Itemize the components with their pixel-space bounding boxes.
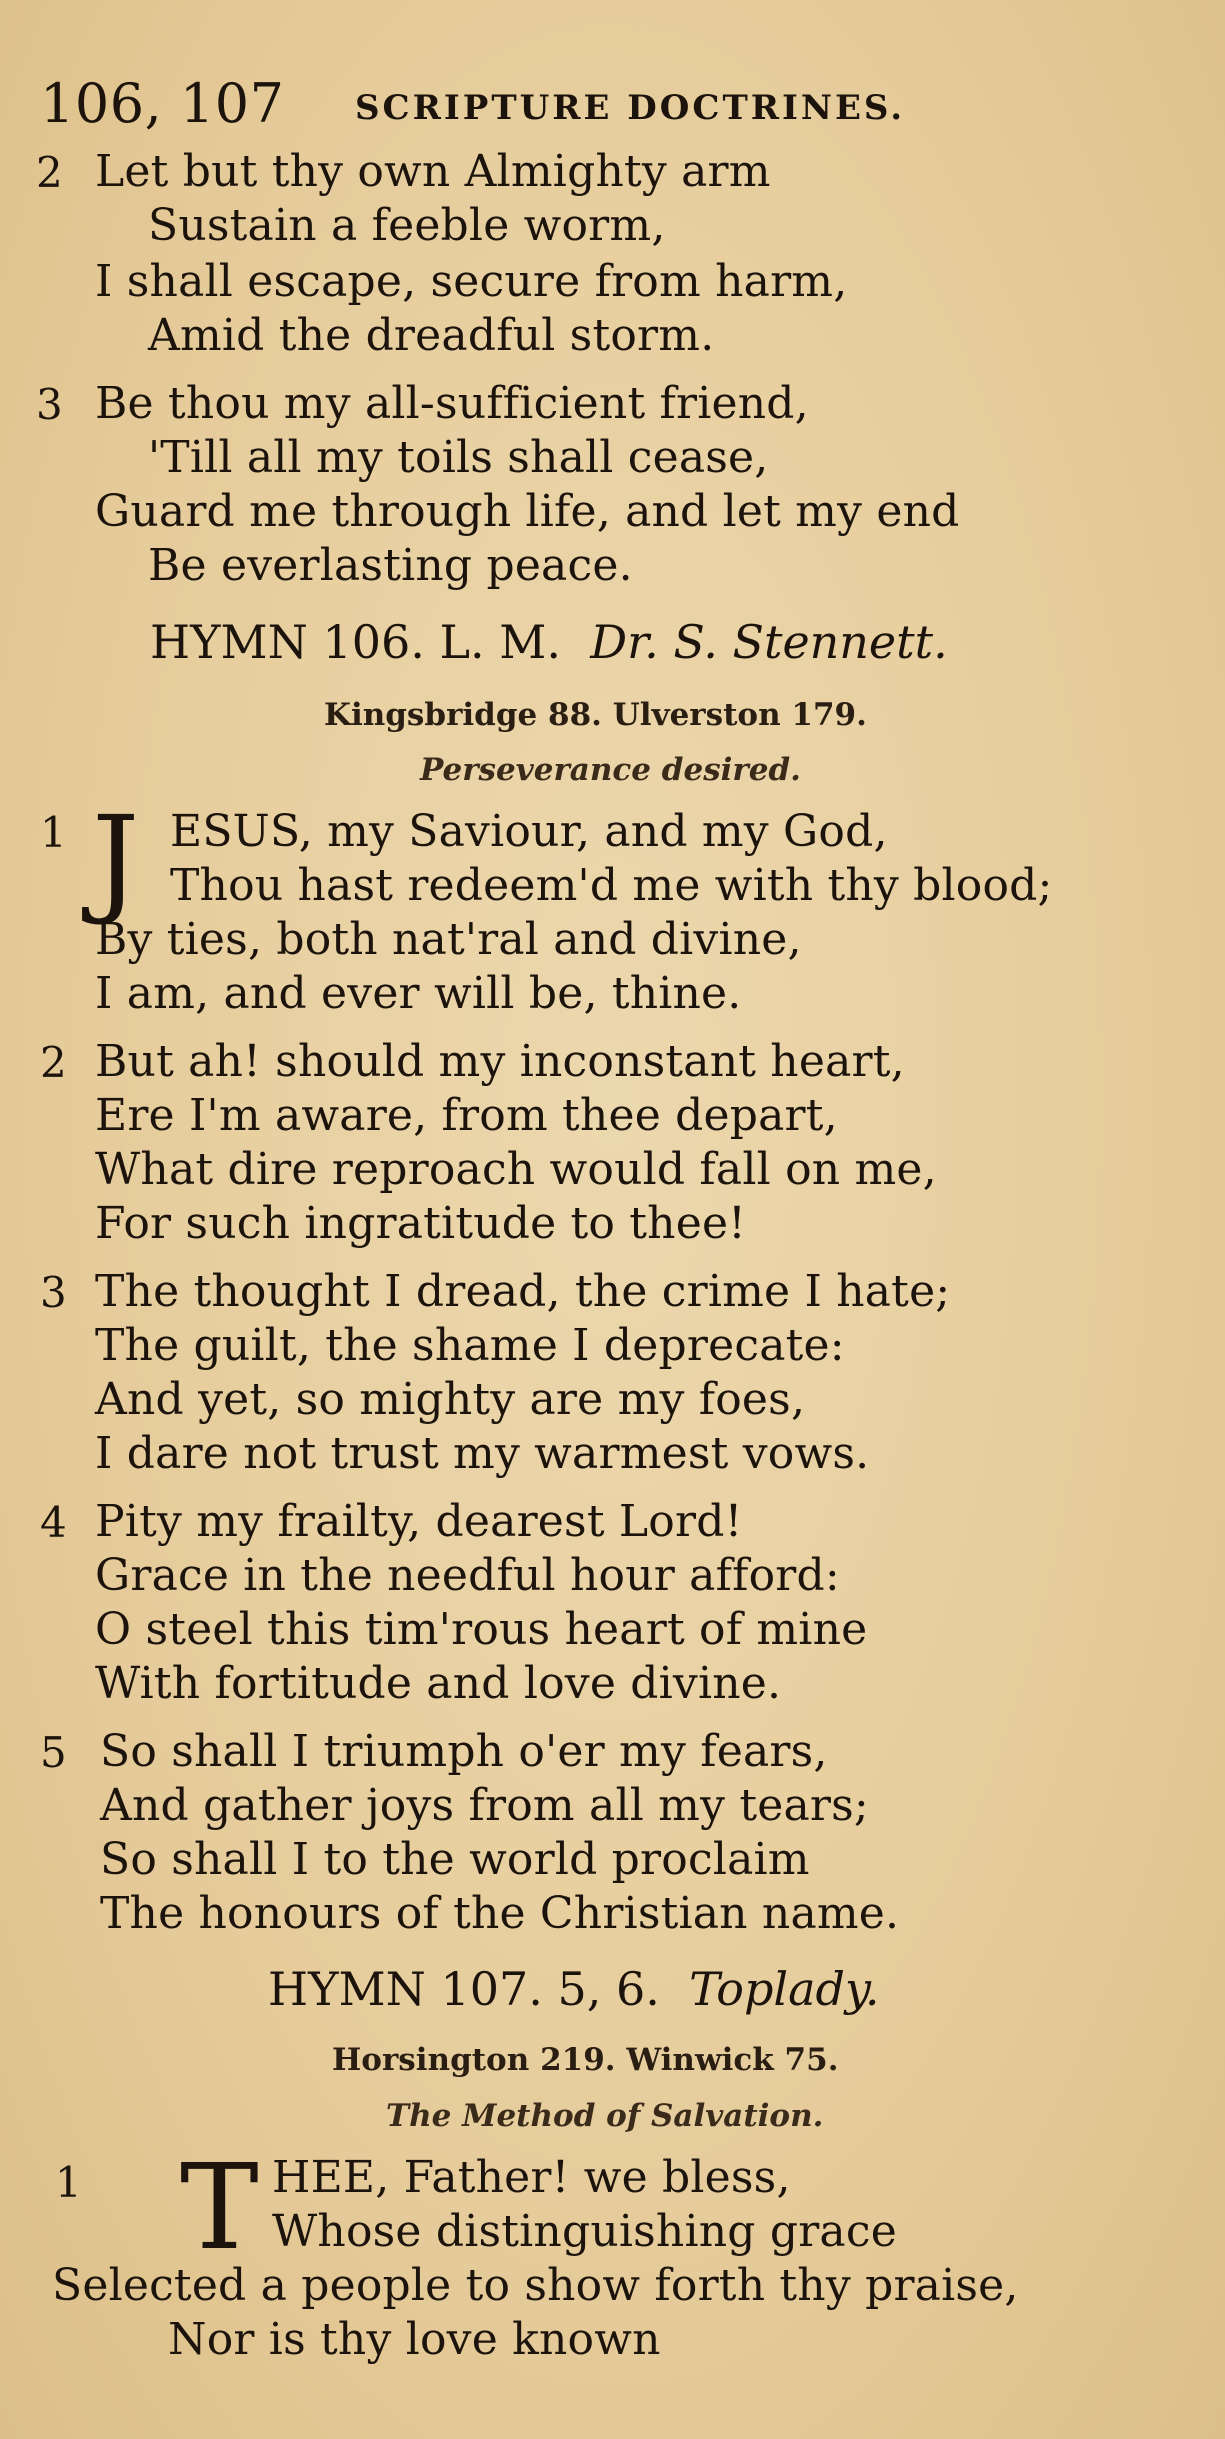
verse-line: O steel this tim'rous heart of mine [95, 1604, 868, 1655]
hymn-number: HYMN 106. L. M. [150, 615, 562, 669]
verse-line: Whose distinguishing grace [272, 2206, 897, 2257]
hymn-106-heading [150, 615, 948, 669]
verse-line: So shall I triumph o'er my fears, [100, 1726, 828, 1777]
hymn-author: Dr. S. Stennett. [590, 615, 948, 669]
verse-line: Grace in the needful hour afford: [95, 1550, 840, 1601]
verse-line: I am, and ever will be, thine. [95, 968, 742, 1019]
verse-line: ESUS, my Saviour, and my God, [170, 806, 888, 857]
stanza-number: 1 [40, 808, 67, 857]
stanza-number: 1 [55, 2158, 82, 2207]
hymn-107-tunes: Horsington 219. Winwick 75. [332, 2042, 839, 2078]
hymn-107-subject: The Method of Salvation. [386, 2098, 824, 2134]
stanza-number: 3 [40, 1268, 67, 1317]
verse-line: What dire reproach would fall on me, [95, 1144, 937, 1195]
verse-line: Ere I'm aware, from thee depart, [95, 1090, 838, 1141]
hymn-number: HYMN 107. 5, 6. [268, 1962, 660, 2016]
page-numbers: 106, 107 [40, 72, 285, 135]
verse-line: By ties, both nat'ral and divine, [95, 914, 802, 965]
verse-line: For such ingratitude to thee! [95, 1198, 747, 1249]
verse-line: Selected a people to show forth thy praise, [52, 2260, 1019, 2311]
running-title: SCRIPTURE DOCTRINES. [355, 88, 906, 128]
verse-line: And yet, so mighty are my foes, [95, 1374, 806, 1425]
stanza-number: 3 [36, 380, 63, 429]
stanza-number: 4 [40, 1498, 67, 1547]
verse-line: Be everlasting peace. [148, 540, 633, 591]
verse-line: Amid the dreadful storm. [148, 310, 715, 361]
drop-cap: J [92, 790, 140, 928]
stanza-number: 2 [40, 1038, 67, 1087]
verse-line: Be thou my all-sufficient friend, [95, 378, 809, 429]
stanza-number: 2 [36, 148, 63, 197]
verse-line: And gather joys from all my tears; [100, 1780, 869, 1831]
verse-line: Nor is thy love known [168, 2314, 661, 2365]
drop-cap: T [180, 2138, 259, 2276]
verse-line: The honours of the Christian name. [100, 1888, 900, 1939]
hymn-author: Toplady. [689, 1962, 880, 2016]
verse-line: 'Till all my toils shall cease, [148, 432, 769, 483]
hymn-106-tunes: Kingsbridge 88. Ulverston 179. [324, 697, 867, 733]
verse-line: I shall escape, secure from harm, [95, 256, 848, 307]
verse-line: But ah! should my inconstant heart, [95, 1036, 905, 1087]
hymn-107-heading [268, 1962, 880, 2016]
verse-line: Sustain a feeble worm, [148, 200, 666, 251]
verse-line: With fortitude and love divine. [95, 1658, 782, 1709]
hymn-106-subject: Perseverance desired. [420, 752, 801, 788]
verse-line: I dare not trust my warmest vows. [95, 1428, 870, 1479]
verse-line: HEE, Father! we bless, [272, 2152, 791, 2203]
verse-line: Guard me through life, and let my end [95, 486, 960, 537]
verse-line: Pity my frailty, dearest Lord! [95, 1496, 743, 1547]
verse-line: Thou hast redeem'd me with thy blood; [170, 860, 1053, 911]
verse-line: Let but thy own Almighty arm [95, 146, 771, 197]
stanza-number: 5 [40, 1728, 67, 1777]
verse-line: The guilt, the shame I deprecate: [95, 1320, 845, 1371]
verse-line: The thought I dread, the crime I hate; [95, 1266, 951, 1317]
verse-line: So shall I to the world proclaim [100, 1834, 810, 1885]
